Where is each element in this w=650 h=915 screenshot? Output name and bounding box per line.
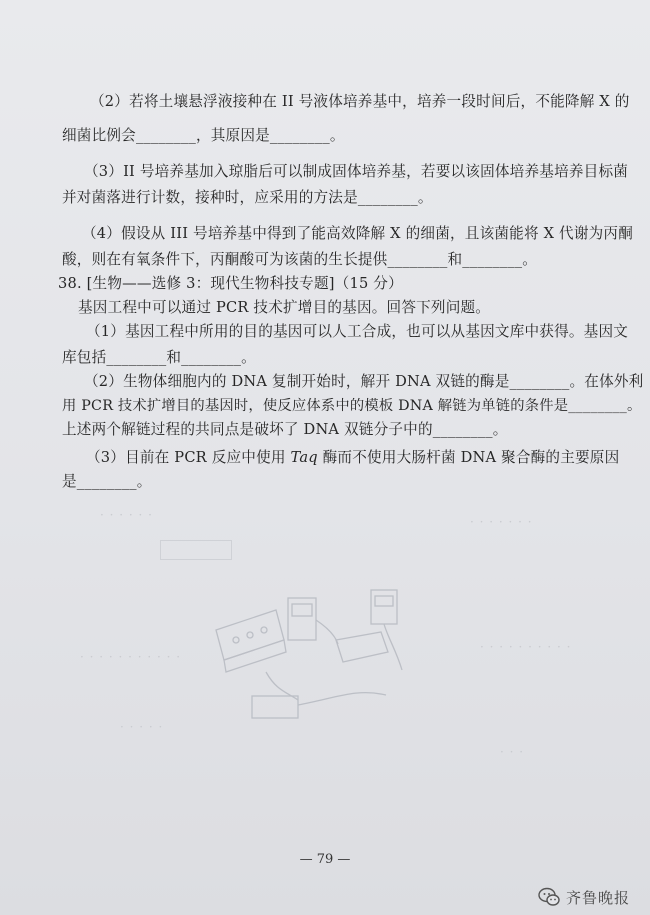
question-line: 细菌比例会________，其原因是________。: [62, 127, 345, 144]
bleed-text: · · ·: [500, 745, 525, 759]
question-line: 库包括________和________。: [62, 349, 256, 366]
bleed-text: · · · · · · · · · · ·: [80, 650, 182, 664]
question-line: 用 PCR 技术扩增目的基因时，使反应体系中的模板 DNA 解链为单链的条件是________。: [62, 398, 642, 414]
question-line: 并对菌落进行计数，接种时，应采用的方法是________。: [62, 189, 433, 206]
q3-text-start: （3）目前在 PCR 反应中使用: [86, 449, 291, 466]
bleed-text: · · · · · · · · · ·: [480, 640, 572, 654]
bleed-box: [160, 540, 232, 560]
watermark-logo: [538, 886, 630, 908]
intro-line: 基因工程中可以通过 PCR 技术扩增目的基因。回答下列问题。: [78, 299, 491, 316]
question-line: （3）II 号培养基加入琼脂后可以制成固体培养基，若要以该固体培养基培养目标菌: [84, 163, 629, 180]
question-line: [86, 448, 619, 468]
section-heading: 38. [生物——选修 3：现代生物科技专题]（15 分）: [58, 275, 403, 292]
question-line: 上述两个解链过程的共同点是破坏了 DNA 双链分子中的________。: [62, 421, 508, 438]
question-line: 酸，则在有氧条件下，丙酮酸可为该菌的生长提供________和________。: [62, 251, 538, 268]
bleed-apparatus-figure: [206, 580, 426, 730]
question-line: （4）假设从 III 号培养基中得到了能高效降解 X 的细菌，且该菌能将 X 代谢为丙酮: [82, 225, 633, 242]
bleed-text: · · · · ·: [120, 720, 164, 734]
wechat-icon: [538, 887, 560, 907]
taq-term: Taq: [290, 449, 318, 466]
q3-text-end: 酶而不使用大肠杆菌 DNA 聚合酶的主要原因: [317, 449, 620, 466]
question-line: （2）若将土壤悬浮液接种在 II 号液体培养基中，培养一段时间后，不能降解 X 的: [90, 93, 630, 110]
page-number: — 79 —: [299, 852, 351, 867]
bleed-text: · · · · · ·: [100, 508, 153, 522]
question-line: （1）基因工程中所用的目的基因可以人工合成，也可以从基因文库中获得。基因文: [86, 323, 629, 340]
question-line: （2）生物体细胞内的 DNA 复制开始时，解开 DNA 双链的酶是________。在体外利: [84, 373, 644, 390]
watermark-text: 齐鲁晚报: [566, 888, 631, 907]
question-line: 是________。: [62, 473, 152, 490]
bleed-text: · · · · · · ·: [470, 515, 533, 529]
